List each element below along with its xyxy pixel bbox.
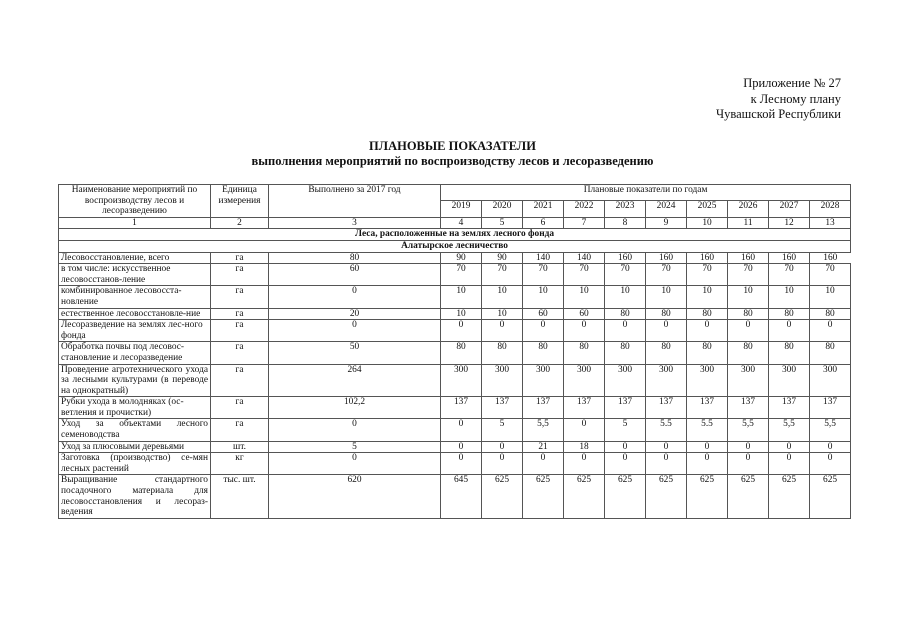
plan-value-cell: 10 — [523, 286, 564, 308]
document-title: ПЛАНОВЫЕ ПОКАЗАТЕЛИ — [369, 139, 536, 153]
plan-value-cell: 300 — [605, 364, 646, 397]
done-2017-cell: 50 — [269, 342, 441, 364]
plan-value-cell: 137 — [769, 397, 810, 419]
column-number: 11 — [728, 217, 769, 229]
plan-value-cell: 5,5 — [769, 419, 810, 441]
subsection-row — [59, 240, 851, 252]
plan-value-cell: 0 — [523, 453, 564, 475]
section-title: Леса, расположенные на землях лесного фонда — [59, 229, 851, 241]
plan-value-cell: 18 — [564, 441, 605, 453]
column-number: 10 — [687, 217, 728, 229]
plan-value-cell: 0 — [482, 320, 523, 342]
plan-value-cell: 0 — [564, 419, 605, 441]
plan-value-cell: 10 — [564, 286, 605, 308]
plan-value-cell: 300 — [646, 364, 687, 397]
section-row — [59, 229, 851, 241]
plan-value-cell: 0 — [728, 453, 769, 475]
header-done: Выполнено за 2017 год — [269, 185, 441, 218]
plan-value-cell: 300 — [810, 364, 851, 397]
plan-value-cell: 0 — [441, 320, 482, 342]
plan-value-cell: 0 — [441, 419, 482, 441]
column-numbers-row — [59, 217, 851, 229]
activity-name: Уход за объектами лесного семеноводства — [59, 419, 211, 441]
activity-name: Проведение агротехнического ухода за лесными культурами (в переводе на однократный) — [59, 364, 211, 397]
plan-value-cell: 160 — [728, 252, 769, 264]
plan-value-cell: 70 — [810, 264, 851, 286]
plan-value-cell: 80 — [687, 308, 728, 320]
plan-value-cell: 70 — [728, 264, 769, 286]
plan-value-cell: 0 — [810, 453, 851, 475]
activity-name: комбинированное лесовосста-новление — [59, 286, 211, 308]
plan-value-cell: 140 — [523, 252, 564, 264]
activity-name: Лесовосстановление, всего — [59, 252, 211, 264]
plan-value-cell: 10 — [769, 286, 810, 308]
plan-value-cell: 160 — [687, 252, 728, 264]
year-header: 2028 — [810, 201, 851, 217]
unit-cell: га — [211, 342, 269, 364]
plan-value-cell: 60 — [564, 308, 605, 320]
plan-value-cell: 10 — [728, 286, 769, 308]
table-row — [59, 419, 851, 441]
plan-value-cell: 0 — [646, 320, 687, 342]
plan-value-cell: 0 — [687, 453, 728, 475]
plan-value-cell: 0 — [810, 441, 851, 453]
table-row — [59, 252, 851, 264]
done-2017-cell: 0 — [269, 286, 441, 308]
plan-value-cell: 0 — [441, 441, 482, 453]
plan-value-cell: 10 — [441, 308, 482, 320]
plan-value-cell: 70 — [605, 264, 646, 286]
table-row — [59, 320, 851, 342]
plan-value-cell: 625 — [523, 475, 564, 518]
plan-value-cell: 5,5 — [523, 419, 564, 441]
table-row — [59, 441, 851, 453]
plan-value-cell: 160 — [605, 252, 646, 264]
year-header: 2019 — [441, 201, 482, 217]
plan-value-cell: 0 — [769, 320, 810, 342]
plan-value-cell: 80 — [605, 308, 646, 320]
plan-value-cell: 10 — [605, 286, 646, 308]
year-header: 2025 — [687, 201, 728, 217]
plan-value-cell: 5,5 — [810, 419, 851, 441]
plan-value-cell: 137 — [728, 397, 769, 419]
done-2017-cell: 5 — [269, 441, 441, 453]
header-unit: Единица измерения — [211, 185, 269, 218]
plan-value-cell: 90 — [441, 252, 482, 264]
year-header: 2024 — [646, 201, 687, 217]
plan-value-cell: 645 — [441, 475, 482, 518]
plan-value-cell: 137 — [482, 397, 523, 419]
activity-name: Обработка почвы под лесовос-становление и лесоразведение — [59, 342, 211, 364]
plan-value-cell: 300 — [687, 364, 728, 397]
plan-value-cell: 70 — [482, 264, 523, 286]
plan-value-cell: 137 — [523, 397, 564, 419]
header-row — [59, 185, 851, 201]
plan-value-cell: 0 — [523, 320, 564, 342]
plan-value-cell: 625 — [769, 475, 810, 518]
plan-value-cell: 10 — [687, 286, 728, 308]
table-row — [59, 475, 851, 518]
plan-value-cell: 80 — [646, 342, 687, 364]
plan-value-cell: 300 — [564, 364, 605, 397]
plan-value-cell: 10 — [810, 286, 851, 308]
unit-cell: га — [211, 286, 269, 308]
column-number: 2 — [211, 217, 269, 229]
plan-value-cell: 5 — [605, 419, 646, 441]
done-2017-cell: 620 — [269, 475, 441, 518]
plan-value-cell: 625 — [564, 475, 605, 518]
plan-value-cell: 80 — [605, 342, 646, 364]
plan-value-cell: 0 — [482, 453, 523, 475]
plan-value-cell: 10 — [482, 286, 523, 308]
plan-value-cell: 0 — [687, 320, 728, 342]
plan-value-cell: 300 — [482, 364, 523, 397]
appendix-block — [716, 76, 841, 123]
unit-cell: га — [211, 419, 269, 441]
activity-name: в том числе: искусственное лесовосстанов-ление — [59, 264, 211, 286]
done-2017-cell: 264 — [269, 364, 441, 397]
plan-value-cell: 5 — [482, 419, 523, 441]
year-header: 2026 — [728, 201, 769, 217]
plan-value-cell: 0 — [728, 320, 769, 342]
table-row — [59, 453, 851, 475]
done-2017-cell: 20 — [269, 308, 441, 320]
done-2017-cell: 0 — [269, 320, 441, 342]
plan-value-cell: 0 — [441, 453, 482, 475]
plan-value-cell: 137 — [441, 397, 482, 419]
plan-value-cell: 80 — [769, 308, 810, 320]
plan-value-cell: 0 — [564, 320, 605, 342]
plan-value-cell: 80 — [564, 342, 605, 364]
activity-name: естественное лесовосстановле-ние — [59, 308, 211, 320]
plan-value-cell: 10 — [482, 308, 523, 320]
plan-value-cell: 140 — [564, 252, 605, 264]
plan-value-cell: 137 — [646, 397, 687, 419]
plan-value-cell: 5.5 — [646, 419, 687, 441]
plan-value-cell: 80 — [482, 342, 523, 364]
plan-value-cell: 70 — [564, 264, 605, 286]
unit-cell: кг — [211, 453, 269, 475]
plan-value-cell: 80 — [646, 308, 687, 320]
table-row — [59, 286, 851, 308]
column-number: 9 — [646, 217, 687, 229]
plan-value-cell: 0 — [605, 453, 646, 475]
plan-value-cell: 137 — [605, 397, 646, 419]
header-planned: Плановые показатели по годам — [441, 185, 851, 201]
table-row — [59, 397, 851, 419]
column-number: 4 — [441, 217, 482, 229]
year-header: 2027 — [769, 201, 810, 217]
plan-value-cell: 21 — [523, 441, 564, 453]
plan-value-cell: 70 — [646, 264, 687, 286]
column-number: 13 — [810, 217, 851, 229]
activity-name: Выращивание стандартного посадочного материала для лесовосстановления и лесораз-ведения — [59, 475, 211, 518]
plan-value-cell: 80 — [728, 342, 769, 364]
plan-value-cell: 625 — [810, 475, 851, 518]
plan-value-cell: 300 — [728, 364, 769, 397]
unit-cell: шт. — [211, 441, 269, 453]
plan-value-cell: 80 — [810, 342, 851, 364]
column-number: 7 — [564, 217, 605, 229]
unit-cell: га — [211, 397, 269, 419]
plan-value-cell: 625 — [728, 475, 769, 518]
plan-value-cell: 5.5 — [687, 419, 728, 441]
plan-value-cell: 10 — [646, 286, 687, 308]
plan-value-cell: 90 — [482, 252, 523, 264]
table-row — [59, 264, 851, 286]
subsection-title: Алатырское лесничество — [59, 240, 851, 252]
plan-value-cell: 10 — [441, 286, 482, 308]
year-header: 2021 — [523, 201, 564, 217]
plan-value-cell: 0 — [728, 441, 769, 453]
plan-value-cell: 300 — [523, 364, 564, 397]
column-number: 8 — [605, 217, 646, 229]
activity-name: Рубки ухода в молодняках (ос-ветления и прочистки) — [59, 397, 211, 419]
plan-value-cell: 0 — [646, 441, 687, 453]
plan-value-cell: 80 — [728, 308, 769, 320]
plan-table — [58, 184, 851, 519]
done-2017-cell: 0 — [269, 453, 441, 475]
unit-cell: га — [211, 364, 269, 397]
appendix-reference: к Лесному плану — [750, 91, 841, 106]
plan-value-cell: 0 — [810, 320, 851, 342]
unit-cell: га — [211, 320, 269, 342]
plan-value-cell: 0 — [646, 453, 687, 475]
unit-cell: га — [211, 264, 269, 286]
plan-value-cell: 70 — [769, 264, 810, 286]
column-number: 1 — [59, 217, 211, 229]
done-2017-cell: 80 — [269, 252, 441, 264]
unit-cell: га — [211, 252, 269, 264]
column-number: 5 — [482, 217, 523, 229]
table-row — [59, 308, 851, 320]
plan-value-cell: 70 — [687, 264, 728, 286]
plan-value-cell: 70 — [523, 264, 564, 286]
activity-name: Заготовка (производство) се-мян лесных растений — [59, 453, 211, 475]
plan-value-cell: 60 — [523, 308, 564, 320]
table-row — [59, 342, 851, 364]
plan-value-cell: 137 — [810, 397, 851, 419]
unit-cell: тыс. шт. — [211, 475, 269, 518]
column-number: 12 — [769, 217, 810, 229]
year-header: 2023 — [605, 201, 646, 217]
plan-value-cell: 625 — [646, 475, 687, 518]
year-header: 2022 — [564, 201, 605, 217]
activity-name: Лесоразведение на землях лес-ного фонда — [59, 320, 211, 342]
plan-value-cell: 137 — [687, 397, 728, 419]
done-2017-cell: 60 — [269, 264, 441, 286]
unit-cell: га — [211, 308, 269, 320]
document-subtitle: выполнения мероприятий по воспроизводству лесов и лесоразведению — [251, 154, 654, 168]
plan-value-cell: 0 — [769, 453, 810, 475]
plan-value-cell: 0 — [564, 453, 605, 475]
plan-value-cell: 5,5 — [728, 419, 769, 441]
appendix-number: Приложение № 27 — [743, 76, 841, 90]
done-2017-cell: 102,2 — [269, 397, 441, 419]
plan-value-cell: 0 — [482, 441, 523, 453]
year-header: 2020 — [482, 201, 523, 217]
column-number: 6 — [523, 217, 564, 229]
plan-value-cell: 160 — [810, 252, 851, 264]
plan-value-cell: 300 — [441, 364, 482, 397]
activity-name: Уход за плюсовыми деревьями — [59, 441, 211, 453]
plan-value-cell: 160 — [769, 252, 810, 264]
plan-value-cell: 80 — [769, 342, 810, 364]
column-number: 3 — [269, 217, 441, 229]
plan-value-cell: 137 — [564, 397, 605, 419]
plan-value-cell: 625 — [605, 475, 646, 518]
plan-value-cell: 300 — [769, 364, 810, 397]
header-name: Наименование мероприятий по воспроизводству лесов и лесоразведению — [59, 185, 211, 218]
plan-value-cell: 0 — [769, 441, 810, 453]
plan-value-cell: 0 — [687, 441, 728, 453]
plan-value-cell: 80 — [441, 342, 482, 364]
plan-value-cell: 70 — [441, 264, 482, 286]
plan-value-cell: 160 — [646, 252, 687, 264]
plan-value-cell: 80 — [523, 342, 564, 364]
plan-value-cell: 80 — [687, 342, 728, 364]
plan-value-cell: 625 — [482, 475, 523, 518]
table-row — [59, 364, 851, 397]
done-2017-cell: 0 — [269, 419, 441, 441]
plan-value-cell: 625 — [687, 475, 728, 518]
appendix-region: Чувашской Республики — [715, 107, 841, 121]
plan-value-cell: 0 — [605, 320, 646, 342]
plan-value-cell: 0 — [605, 441, 646, 453]
plan-value-cell: 80 — [810, 308, 851, 320]
